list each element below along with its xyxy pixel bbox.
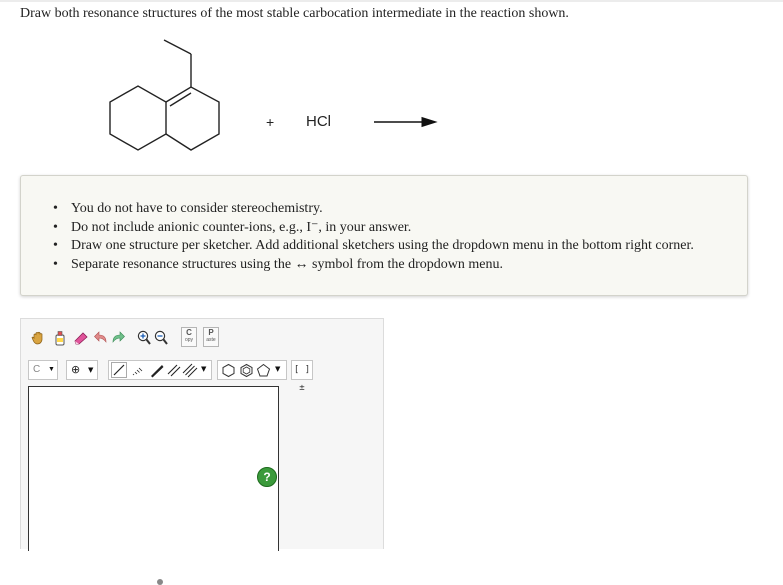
copy-rest: opy (184, 337, 194, 343)
wedge-bond-icon[interactable] (149, 362, 165, 378)
bracket-charge-button[interactable]: [ ]± (291, 360, 313, 380)
top-divider (0, 0, 783, 2)
instruction-item: • Draw one structure per sketcher. Add additional sketchers using the dropdown menu in the bottom right corner. (53, 237, 694, 256)
hashed-bond-icon[interactable] (130, 362, 146, 378)
clear-bottle-icon[interactable] (53, 330, 67, 346)
chevron-down-icon[interactable]: ▼ (201, 365, 207, 373)
molecule-sketcher (20, 318, 384, 549)
charge-selector[interactable] (66, 360, 98, 380)
reagent-hcl: HCl (306, 113, 331, 130)
instruction-item: • You do not have to consider stereochemistry. (53, 200, 694, 219)
eraser-icon[interactable] (73, 331, 89, 345)
instructions-list (53, 200, 694, 274)
cyclohexane-icon[interactable] (221, 363, 236, 378)
paste-button[interactable] (203, 327, 219, 347)
reaction-scheme (0, 30, 783, 170)
help-icon[interactable]: ? (257, 467, 277, 487)
cyclopentane-icon[interactable] (256, 363, 271, 378)
paste-rest: aste (206, 337, 216, 343)
undo-icon[interactable] (94, 331, 108, 345)
instruction-item: • Do not include anionic counter-ions, e.g., I⁻, in your answer. (53, 219, 694, 238)
zoom-in-icon[interactable] (137, 330, 151, 345)
positive-charge-icon: ⊕ (71, 363, 81, 376)
reaction-arrow (374, 118, 436, 127)
instruction-item: • Separate resonance structures using the ↔ symbol from the dropdown menu. (53, 256, 694, 275)
redo-icon[interactable] (111, 331, 125, 345)
single-bond-icon[interactable] (111, 362, 127, 378)
question-text: Draw both resonance structures of the most stable carbocation intermediate in the reaction shown. (20, 6, 569, 21)
plus-sign: + (266, 114, 275, 130)
element-selector[interactable] (28, 360, 58, 380)
chevron-down-icon[interactable]: ▼ (275, 365, 281, 373)
element-label: C (33, 364, 41, 375)
reactant-molecule (110, 40, 219, 150)
double-bond-icon[interactable] (166, 362, 182, 378)
drawing-canvas[interactable] (28, 386, 279, 551)
bond-tools (108, 360, 212, 380)
ring-tools (217, 360, 287, 380)
copy-letter: C (186, 328, 192, 337)
zoom-out-icon[interactable] (154, 330, 168, 345)
chevron-down-icon: ▼ (88, 366, 94, 374)
instructions-panel (20, 175, 748, 296)
move-hand-icon[interactable] (31, 331, 45, 345)
triple-bond-icon[interactable] (182, 362, 198, 378)
benzene-icon[interactable] (239, 363, 254, 378)
copy-button[interactable] (181, 327, 197, 347)
canvas-center-dot (157, 579, 163, 585)
chevron-down-icon: ▼ (48, 366, 55, 373)
paste-letter: P (208, 328, 214, 337)
